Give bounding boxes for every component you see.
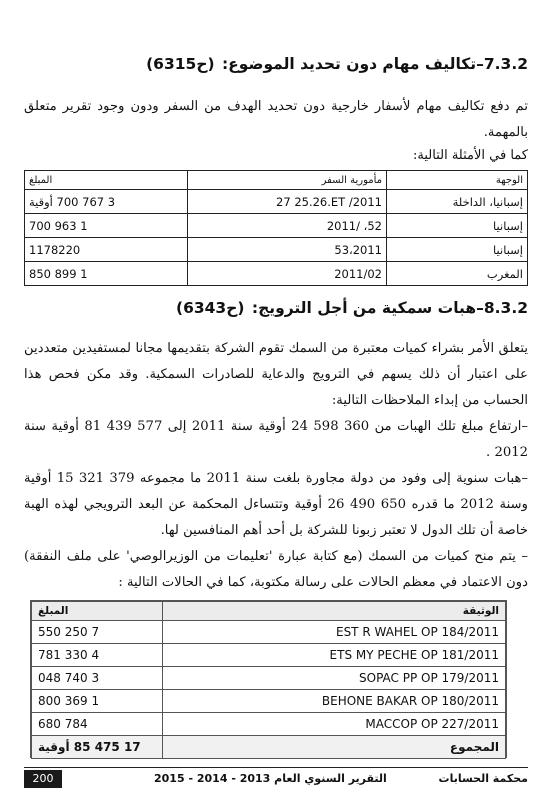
document-cell: SOPAC PP OP 179/2011 (163, 667, 506, 690)
page-footer (24, 767, 528, 788)
section-heading-8-3-2 (24, 296, 528, 320)
amount-cell: 7 250 550 (32, 621, 163, 644)
fish-donations-table (31, 601, 506, 759)
column-header-document: الوثيقة (163, 602, 506, 621)
destination-cell: المغرب (387, 262, 528, 286)
amount-cell: 3 767 700 أوقية (25, 190, 188, 214)
mission-order-cell: 27 25.26.ET /2011 (188, 190, 387, 214)
destination-cell: إسبانيا (387, 214, 528, 238)
report-title: التقرير السنوي العام 2013 - 2014 - 2015 (154, 772, 387, 785)
mission-order-cell: 2011/02 (188, 262, 387, 286)
observation-item: –هبات سنوية إلى وفود من دولة مجاورة بلغت سنة 2011 ما مجموعه 379 321 15 أوقية وسنة 2012 ما قدره 650 490 26 أوقية وتتساءل المحكمة عن البعد الترويجي لهذه الهبة خاصة أن تلك الدول لا تعتبر زبونا للشركة بل أحد أهم المنافسين لها. (24, 471, 529, 538)
destination-cell: إسبانيا، الداخلة (387, 190, 528, 214)
table-row (32, 644, 506, 667)
account-code: (ح6343) (175, 299, 245, 317)
section-heading-text: 7.3.2–تكاليف مهام دون تحديد الموضوع: (221, 55, 528, 73)
account-code: (ح6315) (146, 55, 215, 73)
table-header-row (32, 602, 506, 621)
table-row (32, 667, 506, 690)
amount-cell: 784 680 (32, 713, 163, 736)
table-row (25, 262, 528, 286)
document-cell: MACCOP OP 227/2011 (163, 713, 506, 736)
table-row (25, 214, 528, 238)
table-header-row (25, 171, 528, 190)
amount-cell: 3 740 048 (32, 667, 163, 690)
destination-cell: إسبانيا (387, 238, 528, 262)
observation-item: – يتم منح كميات من السمك (مع كتابة عبارة 'تعليمات من الوزيرالوصي' على ملف النفقة) دون الاعتماد في معظم الحالات على رسالة مكتوبة، كما في الحالات التالية : (24, 549, 528, 590)
document-cell: BEHONE BAKAR OP 180/2011 (163, 690, 506, 713)
section-heading-7-3-2 (24, 52, 528, 76)
document-cell: EST R WAHEL OP 184/2011 (163, 621, 506, 644)
column-header-mission-order: مأمورية السفر (188, 171, 387, 190)
table-total-row (32, 736, 506, 759)
table-row (32, 713, 506, 736)
institution-name: محكمة الحسابات (438, 772, 528, 785)
table-row (32, 621, 506, 644)
column-header-destination: الوجهة (387, 171, 528, 190)
examples-intro: كما في الأمثلة التالية: (413, 148, 528, 163)
document-cell: ETS MY PECHE OP 181/2011 (163, 644, 506, 667)
total-label: المجموع (163, 736, 506, 759)
table-row (25, 190, 528, 214)
amount-cell: 4 330 781 (32, 644, 163, 667)
observation-item: –ارتفاع مبلغ تلك الهبات من 360 598 24 أوقية سنة 2011 إلى 577 439 81 أوقية سنة 2012 . (24, 419, 529, 460)
amount-cell: 1 899 850 (25, 262, 188, 286)
amount-cell: 1 369 800 (32, 690, 163, 713)
amount-cell: 1178220 (25, 238, 188, 262)
section-paragraph: تم دفع تكاليف مهام لأسفار خارجية دون تحديد الهدف من السفر ودون وجود تقرير متعلق بالمهمة. (24, 99, 528, 140)
column-header-amount: المبلغ (25, 171, 188, 190)
mission-order-cell: 53،2011 (188, 238, 387, 262)
page-number: 200 (24, 770, 62, 788)
mission-order-cell: 52، /2011 (188, 214, 387, 238)
fish-donations-table-frame (30, 600, 507, 758)
section-paragraph: يتعلق الأمر بشراء كميات معتبرة من السمك تقوم الشركة بتقديمها مجانا لمستفيدين متعددين على اعتبار أن ذلك يسهم في الترويج والدعاية للصادرات السمكية. وقد مكن فحص هذا الحساب من إبداء الملاحظات التالية: (24, 341, 528, 408)
total-amount: 17 475 85 أوقية (32, 736, 163, 759)
column-header-amount: المبلغ (32, 602, 163, 621)
section-heading-text: 8.3.2–هبات سمكية من أجل الترويج: (251, 299, 528, 317)
amount-cell: 1 963 700 (25, 214, 188, 238)
table-row (32, 690, 506, 713)
table-row (25, 238, 528, 262)
travel-costs-table (24, 170, 528, 286)
